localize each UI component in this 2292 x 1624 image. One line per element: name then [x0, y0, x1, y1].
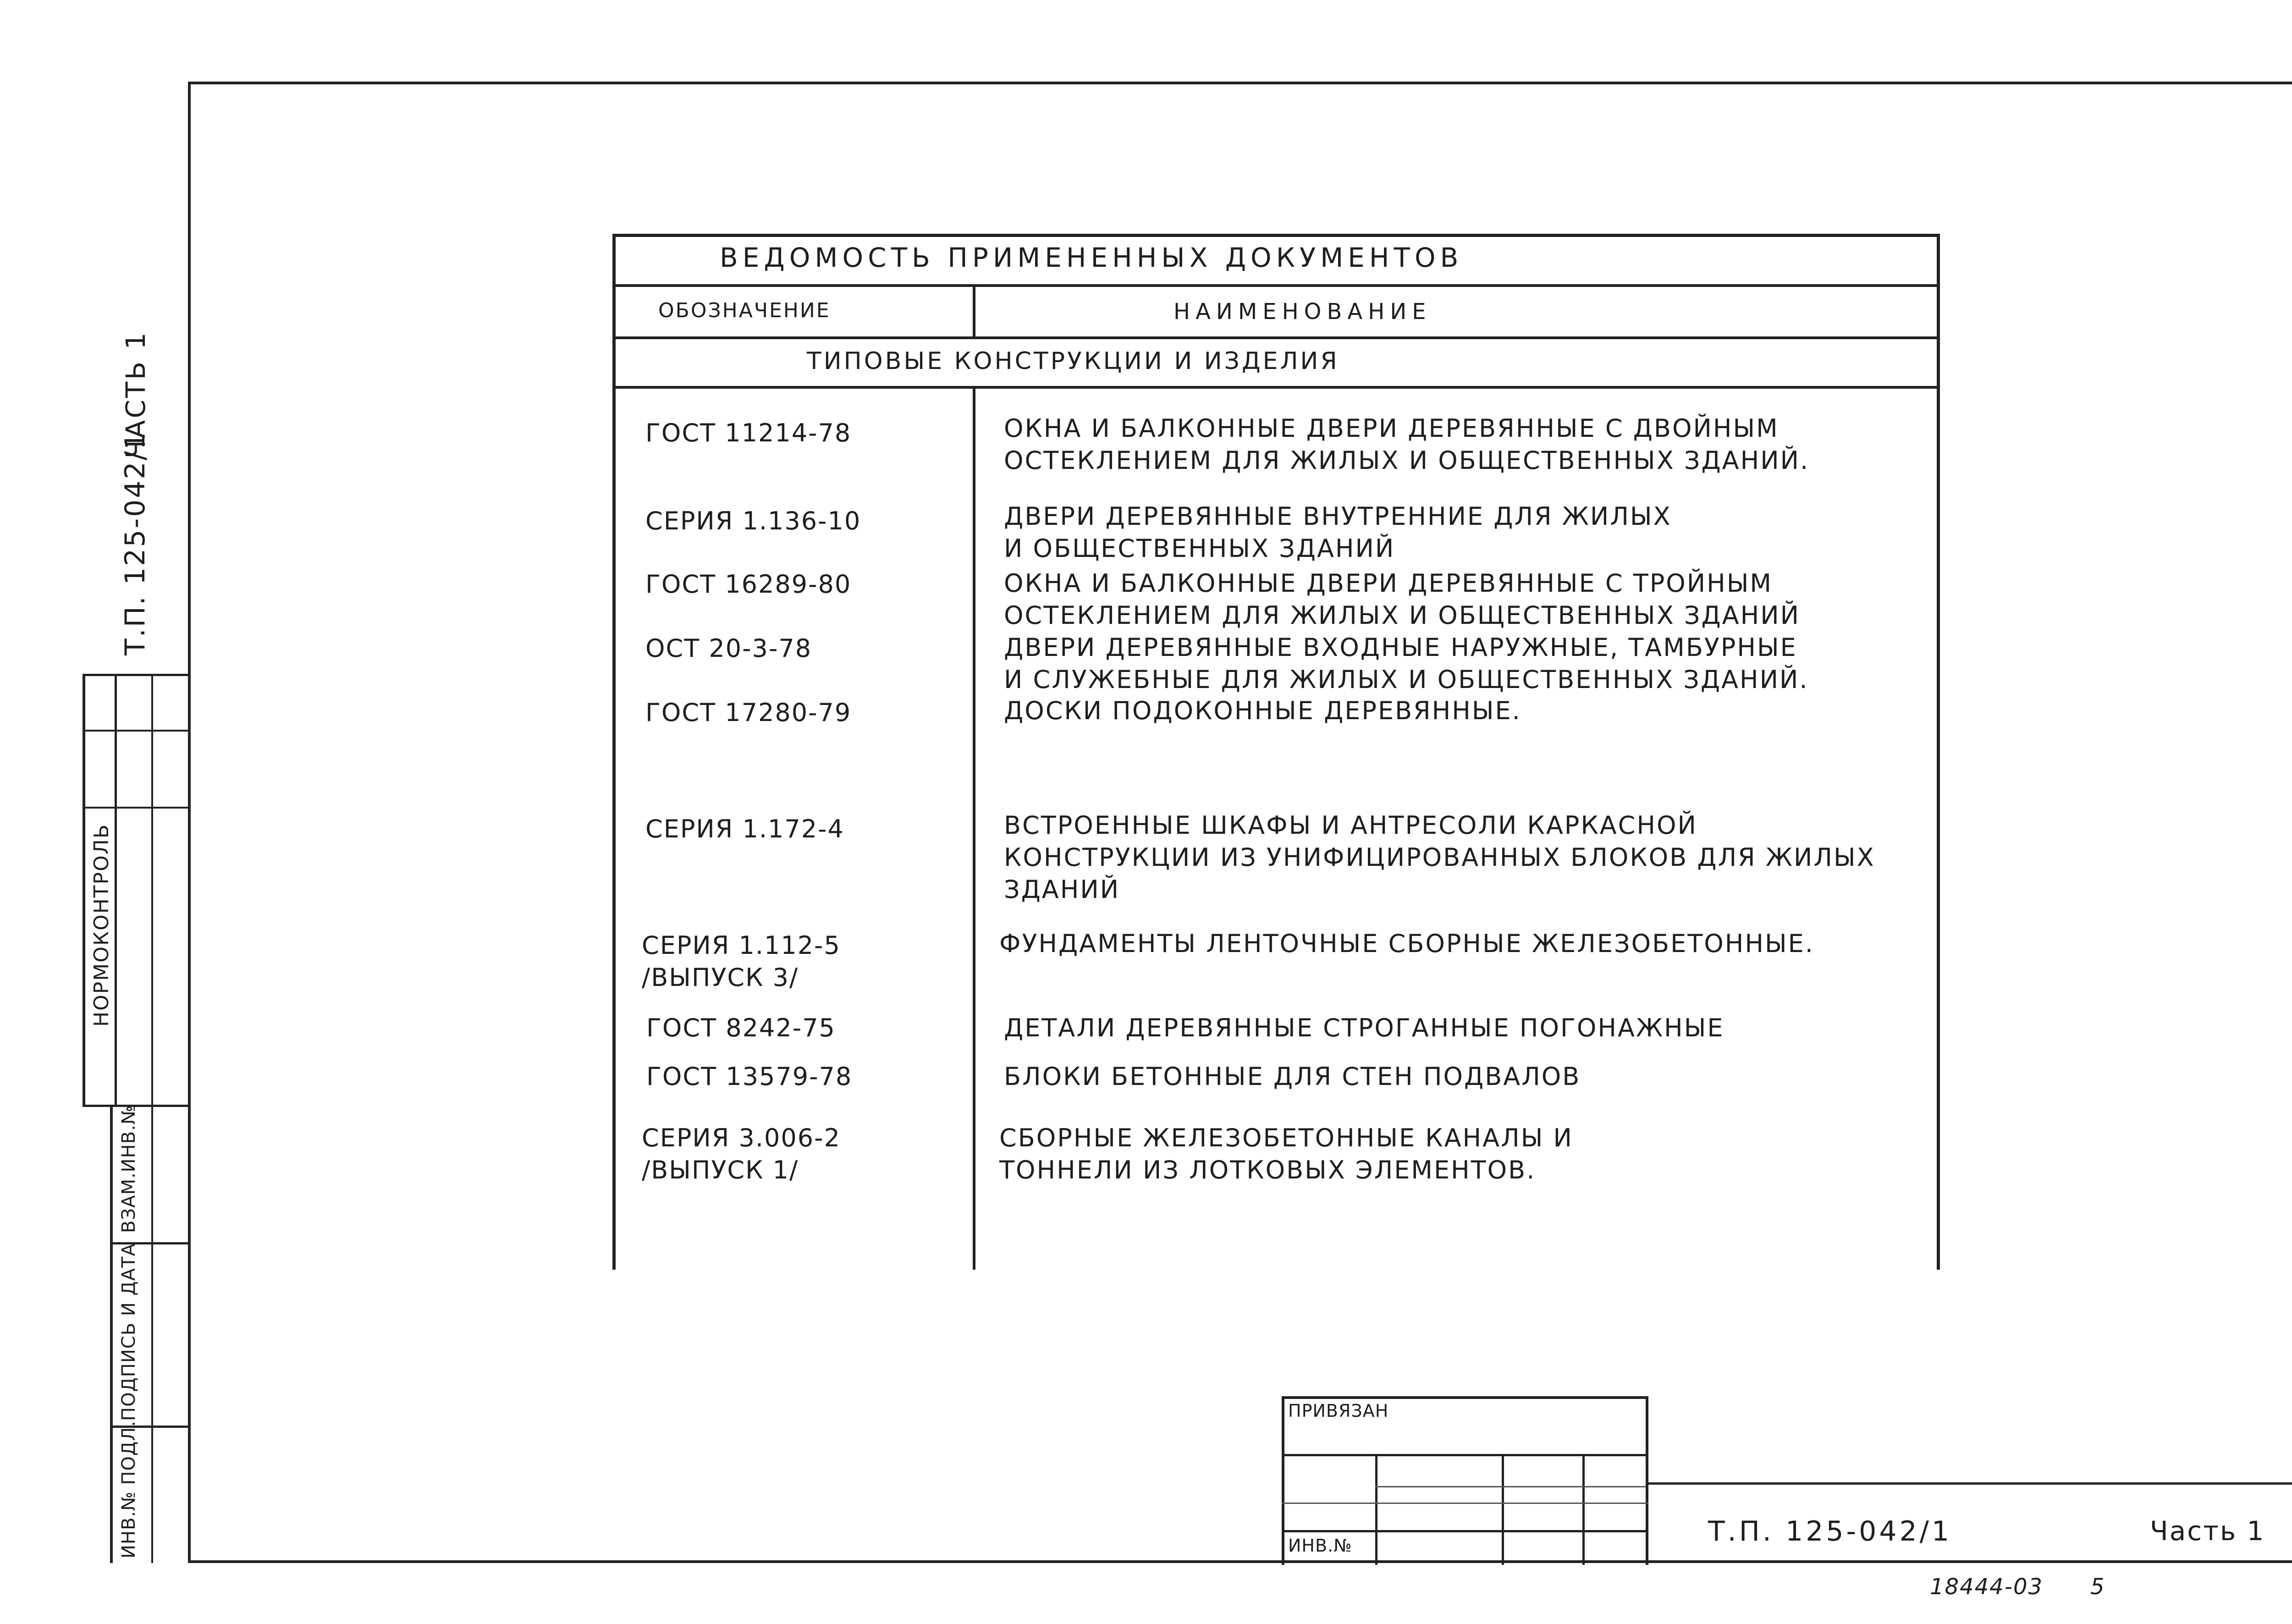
row-10-name: СБОРНЫЕ ЖЕЛЕЗОБЕТОННЫЕ КАНАЛЫ И ТОННЕЛИ ИЗ ЛОТКОВЫХ ЭЛЕМЕНТОВ.: [999, 1123, 1573, 1184]
section-title: ТИПОВЫЕ КОНСТРУКЦИИ И ИЗДЕЛИЯ: [807, 347, 1339, 375]
row-6-name: ВСТРОЕННЫЕ ШКАФЫ И АНТРЕСОЛИ КАРКАСНОЙ КОНСТРУКЦИИ ИЗ УНИФИЦИРОВАННЫХ БЛОКОВ ДЛЯ ЖИЛЫХ ЗДАНИЙ: [1004, 811, 1875, 904]
side-project: Т.П. 125-042/1: [119, 430, 151, 655]
row-1-name: ОКНА И БАЛКОННЫЕ ДВЕРИ ДЕРЕВЯННЫЕ С ДВОЙНЫМ ОСТЕКЛЕНИЕМ ДЛЯ ЖИЛЫХ И ОБЩЕСТВЕННЫХ ЗДАНИЙ.: [1004, 414, 1810, 475]
row-6-code: СЕРИЯ 1.172-4: [645, 815, 844, 843]
row-4-code: ОСТ 20-3-78: [645, 634, 812, 663]
col-header-name: НАИМЕНОВАНИЕ: [1174, 299, 1432, 325]
row-2-name: ДВЕРИ ДЕРЕВЯННЫЕ ВНУТРЕННИЕ ДЛЯ ЖИЛЫХ И ОБЩЕСТВЕННЫХ ЗДАНИЙ: [1004, 502, 1672, 563]
side-label-vzam: ВЗАМ.ИНВ.№: [118, 1105, 139, 1233]
bottom-num: 5: [2090, 1574, 2105, 1600]
side-label-podpis: ПОДПИСЬ И ДАТА: [118, 1243, 139, 1421]
privyazan-label: ПРИВЯЗАН: [1288, 1401, 1389, 1421]
side-label-inv: ИНВ.№ ПОДЛ.: [118, 1420, 139, 1558]
side-part: ЧАСТЬ 1: [120, 330, 151, 458]
row-8-name: ДЕТАЛИ ДЕРЕВЯННЫЕ СТРОГАННЫЕ ПОГОНАЖНЫЕ: [1004, 1013, 1725, 1042]
row-2-code: СЕРИЯ 1.136-10: [645, 506, 861, 535]
title-block-top: [1648, 1482, 2292, 1485]
row-4-name: ДВЕРИ ДЕРЕВЯННЫЕ ВХОДНЫЕ НАРУЖНЫЕ, ТАМБУРНЫЕ И СЛУЖЕБНЫЕ ДЛЯ ЖИЛЫХ И ОБЩЕСТВЕННЫХ ЗДАНИЙ.: [1004, 633, 1809, 694]
inv-label: ИНВ.№: [1288, 1536, 1352, 1556]
row-9-code: ГОСТ 13579-78: [646, 1062, 853, 1091]
row-3-code: ГОСТ 16289-80: [645, 570, 852, 599]
side-normcontrol: НОРМОКОНТРОЛЬ: [90, 823, 113, 1027]
col-header-code: ОБОЗНАЧЕНИЕ: [658, 299, 831, 322]
row-8-code: ГОСТ 8242-75: [646, 1013, 836, 1042]
documents-table: [612, 234, 1940, 1270]
row-5-name: ДОСКИ ПОДОКОННЫЕ ДЕРЕВЯННЫЕ.: [1004, 696, 1521, 725]
stamp-designation: Т.П. 125-042/1: [1708, 1515, 1952, 1547]
row-7-code: СЕРИЯ 1.112-5 /ВЫПУСК 3/: [642, 931, 841, 992]
row-3-name: ОКНА И БАЛКОННЫЕ ДВЕРИ ДЕРЕВЯННЫЕ С ТРОЙНЫМ ОСТЕКЛЕНИЕМ ДЛЯ ЖИЛЫХ И ОБЩЕСТВЕННЫХ ЗДАНИЙ: [1004, 569, 1801, 630]
stamp-part: Часть 1: [2150, 1515, 2265, 1547]
row-10-code: СЕРИЯ 3.006-2 /ВЫПУСК 1/: [642, 1123, 841, 1184]
table-title: ВЕДОМОСТЬ ПРИМЕНЕННЫХ ДОКУМЕНТОВ: [720, 242, 1463, 273]
row-1-code: ГОСТ 11214-78: [645, 418, 852, 447]
row-7-name: ФУНДАМЕНТЫ ЛЕНТОЧНЫЕ СБОРНЫЕ ЖЕЛЕЗОБЕТОННЫЕ.: [999, 929, 1814, 958]
row-5-code: ГОСТ 17280-79: [645, 698, 852, 727]
bottom-code: 18444-03: [1930, 1574, 2044, 1600]
row-9-name: БЛОКИ БЕТОННЫЕ ДЛЯ СТЕН ПОДВАЛОВ: [1004, 1062, 1581, 1091]
